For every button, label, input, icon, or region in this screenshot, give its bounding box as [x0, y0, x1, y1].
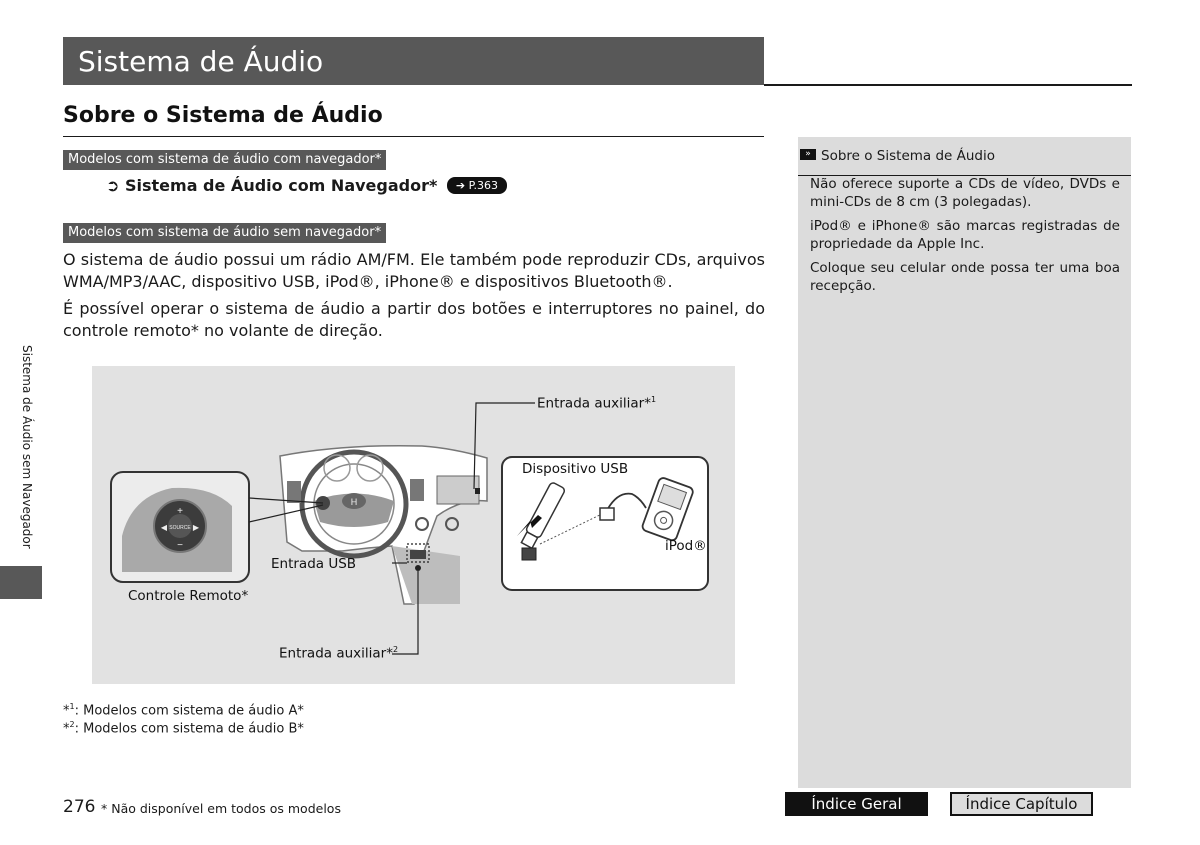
svg-text:+: + — [177, 506, 183, 517]
side-notes-heading-text: Sobre o Sistema de Áudio — [821, 148, 996, 164]
section-rule — [63, 136, 764, 137]
side-notes-panel — [798, 137, 1131, 788]
callout-usb-input: Entrada USB — [271, 556, 357, 572]
svg-text:−: − — [177, 540, 183, 551]
callout-aux-input-2: Entrada auxiliar*$^2$ — [279, 645, 399, 662]
controls-paragraph: É possível operar o sistema de áudio a partir dos botões e interruptores no painel, do controle remoto* no volante de direção. — [63, 299, 765, 340]
source-button-label: SOURCE — [169, 525, 191, 531]
side-notes-heading — [798, 145, 1131, 176]
model-tag-without-nav: Modelos com sistema de áudio sem navegador* — [63, 223, 386, 243]
callout-ipod: iPod® — [665, 538, 707, 554]
side-note: Não oferece suporte a CDs de vídeo, DVDs e mini-CDs de 8 cm (3 polegadas). — [810, 176, 1120, 210]
chapter-side-label: Sistema de Áudio sem Navegador — [20, 345, 34, 549]
model-tag-with-nav: Modelos com sistema de áudio com navegador* — [63, 150, 386, 170]
callout-aux-input-1: Entrada auxiliar*$^1$ — [537, 395, 657, 412]
page-number: 276 — [63, 797, 96, 817]
footer-note: * Não disponível em todos os modelos — [101, 801, 341, 816]
nav-system-link-label: Sistema de Áudio com Navegador* — [124, 176, 438, 195]
footnote-mark-2: 2 — [392, 645, 399, 654]
arrow-right-icon: ➲ — [106, 176, 120, 195]
page-title-band — [63, 37, 764, 85]
intro-paragraph: O sistema de áudio possui um rádio AM/FM. Ele também pode reproduzir CDs, arquivos WMA/MP3/AAC, dispositivo USB, iPod®, iPhone® e dispositivos Bluetooth®. — [63, 250, 765, 291]
side-note: Coloque seu celular onde possa ter uma boa recepção. — [810, 260, 1120, 294]
dashboard-drawing — [92, 366, 735, 684]
section-heading: Sobre o Sistema de Áudio — [63, 103, 383, 128]
svg-text:▶: ▶ — [192, 523, 200, 532]
footnote-2: *$^2$: Modelos com sistema de áudio B* — [63, 720, 304, 737]
svg-text:◀: ◀ — [160, 523, 168, 532]
page-reference-text: P.363 — [468, 179, 499, 192]
side-note: iPod® e iPhone® são marcas registradas de propriedade da Apple Inc. — [810, 218, 1120, 252]
chapter-side-tab[interactable] — [0, 566, 42, 599]
page-title: Sistema de Áudio — [78, 45, 324, 78]
chapter-index-button[interactable]: Índice Capítulo — [950, 792, 1093, 816]
title-rule — [764, 84, 1132, 86]
footnote-mark-1: 1 — [650, 395, 657, 404]
audio-system-illustration — [92, 366, 735, 684]
callout-usb-device: Dispositivo USB — [522, 461, 629, 477]
svg-text:H: H — [350, 497, 358, 507]
page-reference-badge[interactable]: ➔ P.363 — [447, 177, 507, 194]
general-index-button[interactable]: Índice Geral — [785, 792, 928, 816]
nav-system-link[interactable] — [106, 176, 507, 195]
double-chevron-icon: » — [800, 149, 816, 160]
footnote-1: *$^1$: Modelos com sistema de áudio A* — [63, 702, 304, 719]
callout-remote-control: Controle Remoto* — [128, 588, 249, 604]
